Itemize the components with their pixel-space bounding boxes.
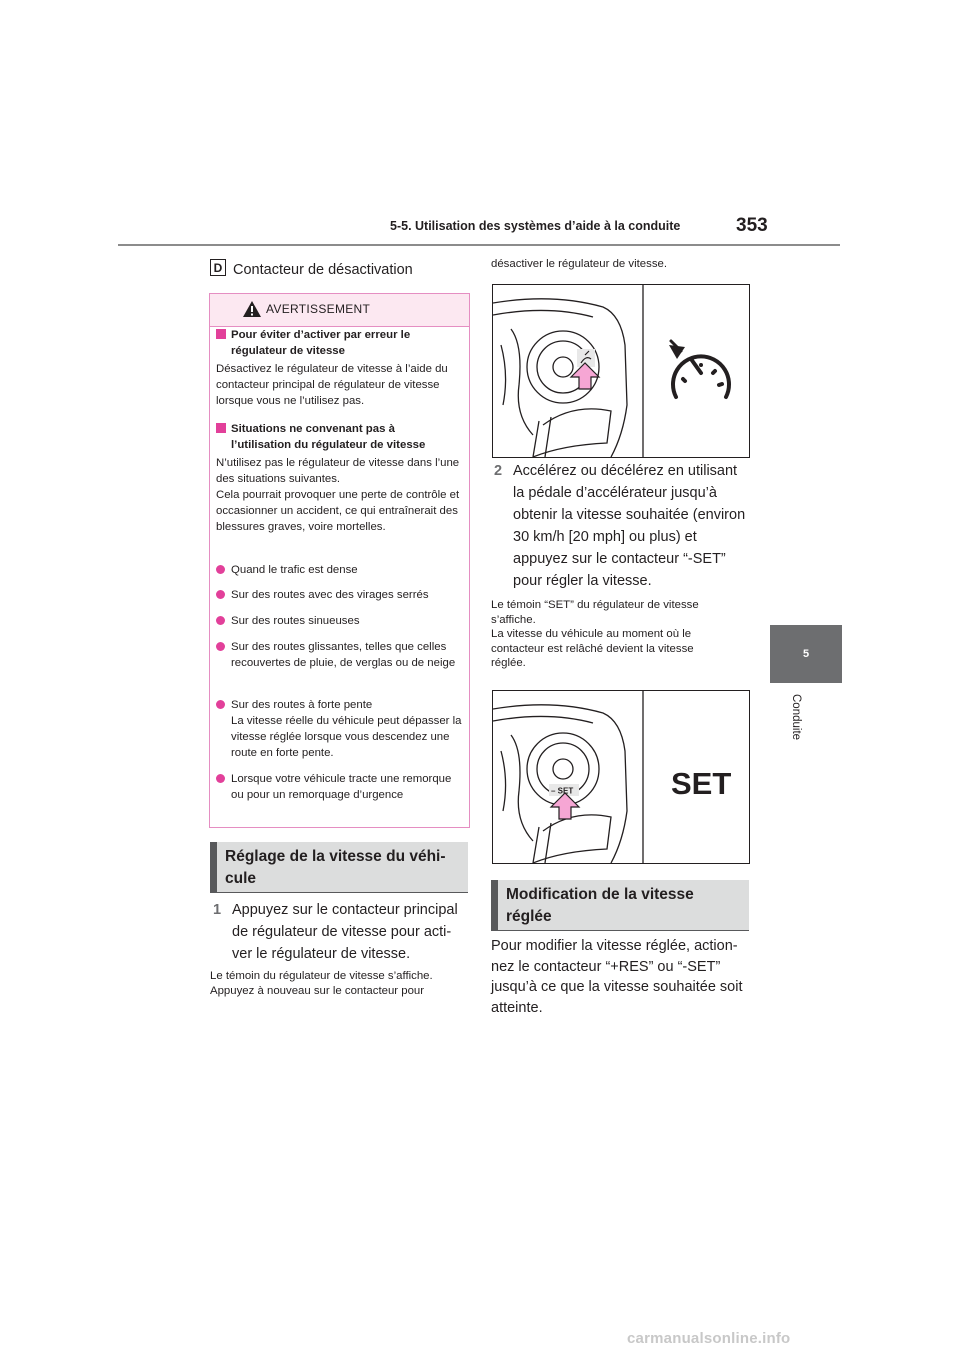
list-item: Sur des routes sinueuses [216, 614, 462, 630]
chapter-tab: 5 [770, 625, 842, 683]
item-title: Contacteur de désactivation [233, 262, 413, 278]
step-line: Accélérez ou décélérez en utilisant [513, 463, 738, 479]
warning-heading: Situations ne convenant pas à l’utilisation du régulateur de vitesse [216, 422, 462, 454]
step-1 [213, 899, 458, 965]
list-item: Sur des routes avec des virages serrés [216, 588, 462, 604]
press-arrow-icon [551, 793, 579, 819]
square-bullet-icon [216, 329, 226, 339]
step-line: obtenir la vitesse souhaitée (environ [513, 507, 746, 523]
paragraph-line: nez le contacteur “+RES” ou “-SET” [491, 958, 721, 975]
step-number: 1 [213, 902, 222, 918]
warning-heading: Pour éviter d’activer par erreur le régulateur de vitesse [216, 328, 462, 360]
step-2-note [491, 598, 699, 671]
warning-text: Cela pourrait provoquer une perte de contrôle et occasionner un accident, ce qui entraînerait des blessures graves, voire mortelles. [216, 489, 460, 533]
warning-text: N’utilisez pas le régulateur de vitesse dans l’une des situations suivantes. [216, 457, 460, 485]
step-2 [494, 460, 737, 482]
section-heading [210, 842, 468, 892]
section-rule [210, 892, 468, 893]
steering-switch-illustration [493, 691, 749, 863]
set-display-label: SET [671, 766, 732, 801]
speedometer-icon [669, 341, 729, 397]
paragraph-line: jusqu’à ce que la vitesse souhaitée soit [491, 979, 743, 995]
circle-bullet-icon [216, 700, 225, 709]
note-line: Le témoin “SET” du régulateur de vitesse [491, 599, 699, 611]
warning-label: AVERTISSEMENT [266, 302, 371, 316]
circle-bullet-icon [216, 774, 225, 783]
modify-paragraph [491, 936, 743, 1018]
step-line: pour régler la vitesse. [513, 573, 652, 589]
steering-switch-illustration [493, 285, 749, 457]
step-line: la pédale d’accélérateur jusqu’à [513, 485, 717, 501]
paragraph-line: atteinte. [491, 999, 543, 1016]
warning-text: La vitesse réelle du véhicule peut dépasser la vitesse réglée lorsque vous descendez une route en forte pente. [231, 715, 462, 759]
list-item: Lorsque votre véhicule tracte une remorque ou pour un remorquage d’urgence [216, 772, 462, 804]
square-bullet-icon [216, 423, 226, 433]
step-line: appuyez sur le contacteur “-SET” [513, 551, 726, 567]
circle-bullet-icon [216, 642, 225, 651]
chapter-label [786, 694, 806, 764]
note-line: réglée. [491, 657, 526, 669]
note-line: Le témoin du régulateur de vitesse s’affiche. [210, 970, 433, 982]
section-heading-line: réglée [506, 908, 552, 925]
note-line: s’affiche. [491, 613, 536, 626]
page-number: 353 [736, 215, 768, 236]
circle-bullet-icon [216, 616, 225, 625]
watermark: carmanualsonline.info [627, 1330, 791, 1347]
step-1-note [210, 969, 433, 998]
step-line: Appuyez sur le contacteur principal [232, 902, 458, 918]
section-heading [491, 880, 749, 930]
note-line: La vitesse du véhicule au moment où le [491, 628, 692, 640]
chapter-label-text: Conduite [790, 694, 802, 741]
warning-text: Désactivez le régulateur de vitesse à l’aide du contacteur principal de régulateur de vitesse lorsque vous ne l’utilisez pas. [216, 363, 448, 407]
list-item: Quand le trafic est dense [216, 563, 462, 579]
section-rule [491, 930, 749, 931]
figure-set-speed [492, 690, 750, 864]
circle-bullet-icon [216, 565, 225, 574]
warning-icon [242, 300, 262, 318]
item-marker: D [210, 259, 226, 276]
section-heading-line: cule [225, 870, 257, 887]
step-line: de régulateur de vitesse pour acti- [232, 924, 452, 940]
warning-box [209, 293, 470, 828]
section-heading-line: Modification de la vitesse [506, 886, 694, 903]
note-line: Appuyez à nouveau sur le contacteur pour [210, 984, 425, 997]
section-title: 5-5. Utilisation des systèmes d’aide à la conduite [390, 219, 681, 233]
circle-bullet-icon [216, 590, 225, 599]
list-item: Sur des routes glissantes, telles que celles recouvertes de pluie, de verglas ou de neige [216, 640, 462, 672]
paragraph-line: Pour modifier la vitesse réglée, action- [491, 938, 738, 954]
step-line: ver le régulateur de vitesse. [232, 946, 411, 962]
warning-header [210, 294, 469, 327]
header-rule [118, 244, 840, 246]
note-line: contacteur est relâché devient la vitesse [491, 642, 694, 655]
step-line: 30 km/h [20 mph] ou plus) et [513, 529, 697, 545]
section-heading-line: Réglage de la vitesse du véhi- [225, 848, 446, 865]
note-line: désactiver le régulateur de vitesse. [491, 258, 668, 270]
set-button-label: – SET [551, 786, 574, 796]
step-number: 2 [494, 463, 503, 479]
figure-cruise-off [492, 284, 750, 458]
list-item: Sur des routes à forte pente [216, 698, 462, 714]
